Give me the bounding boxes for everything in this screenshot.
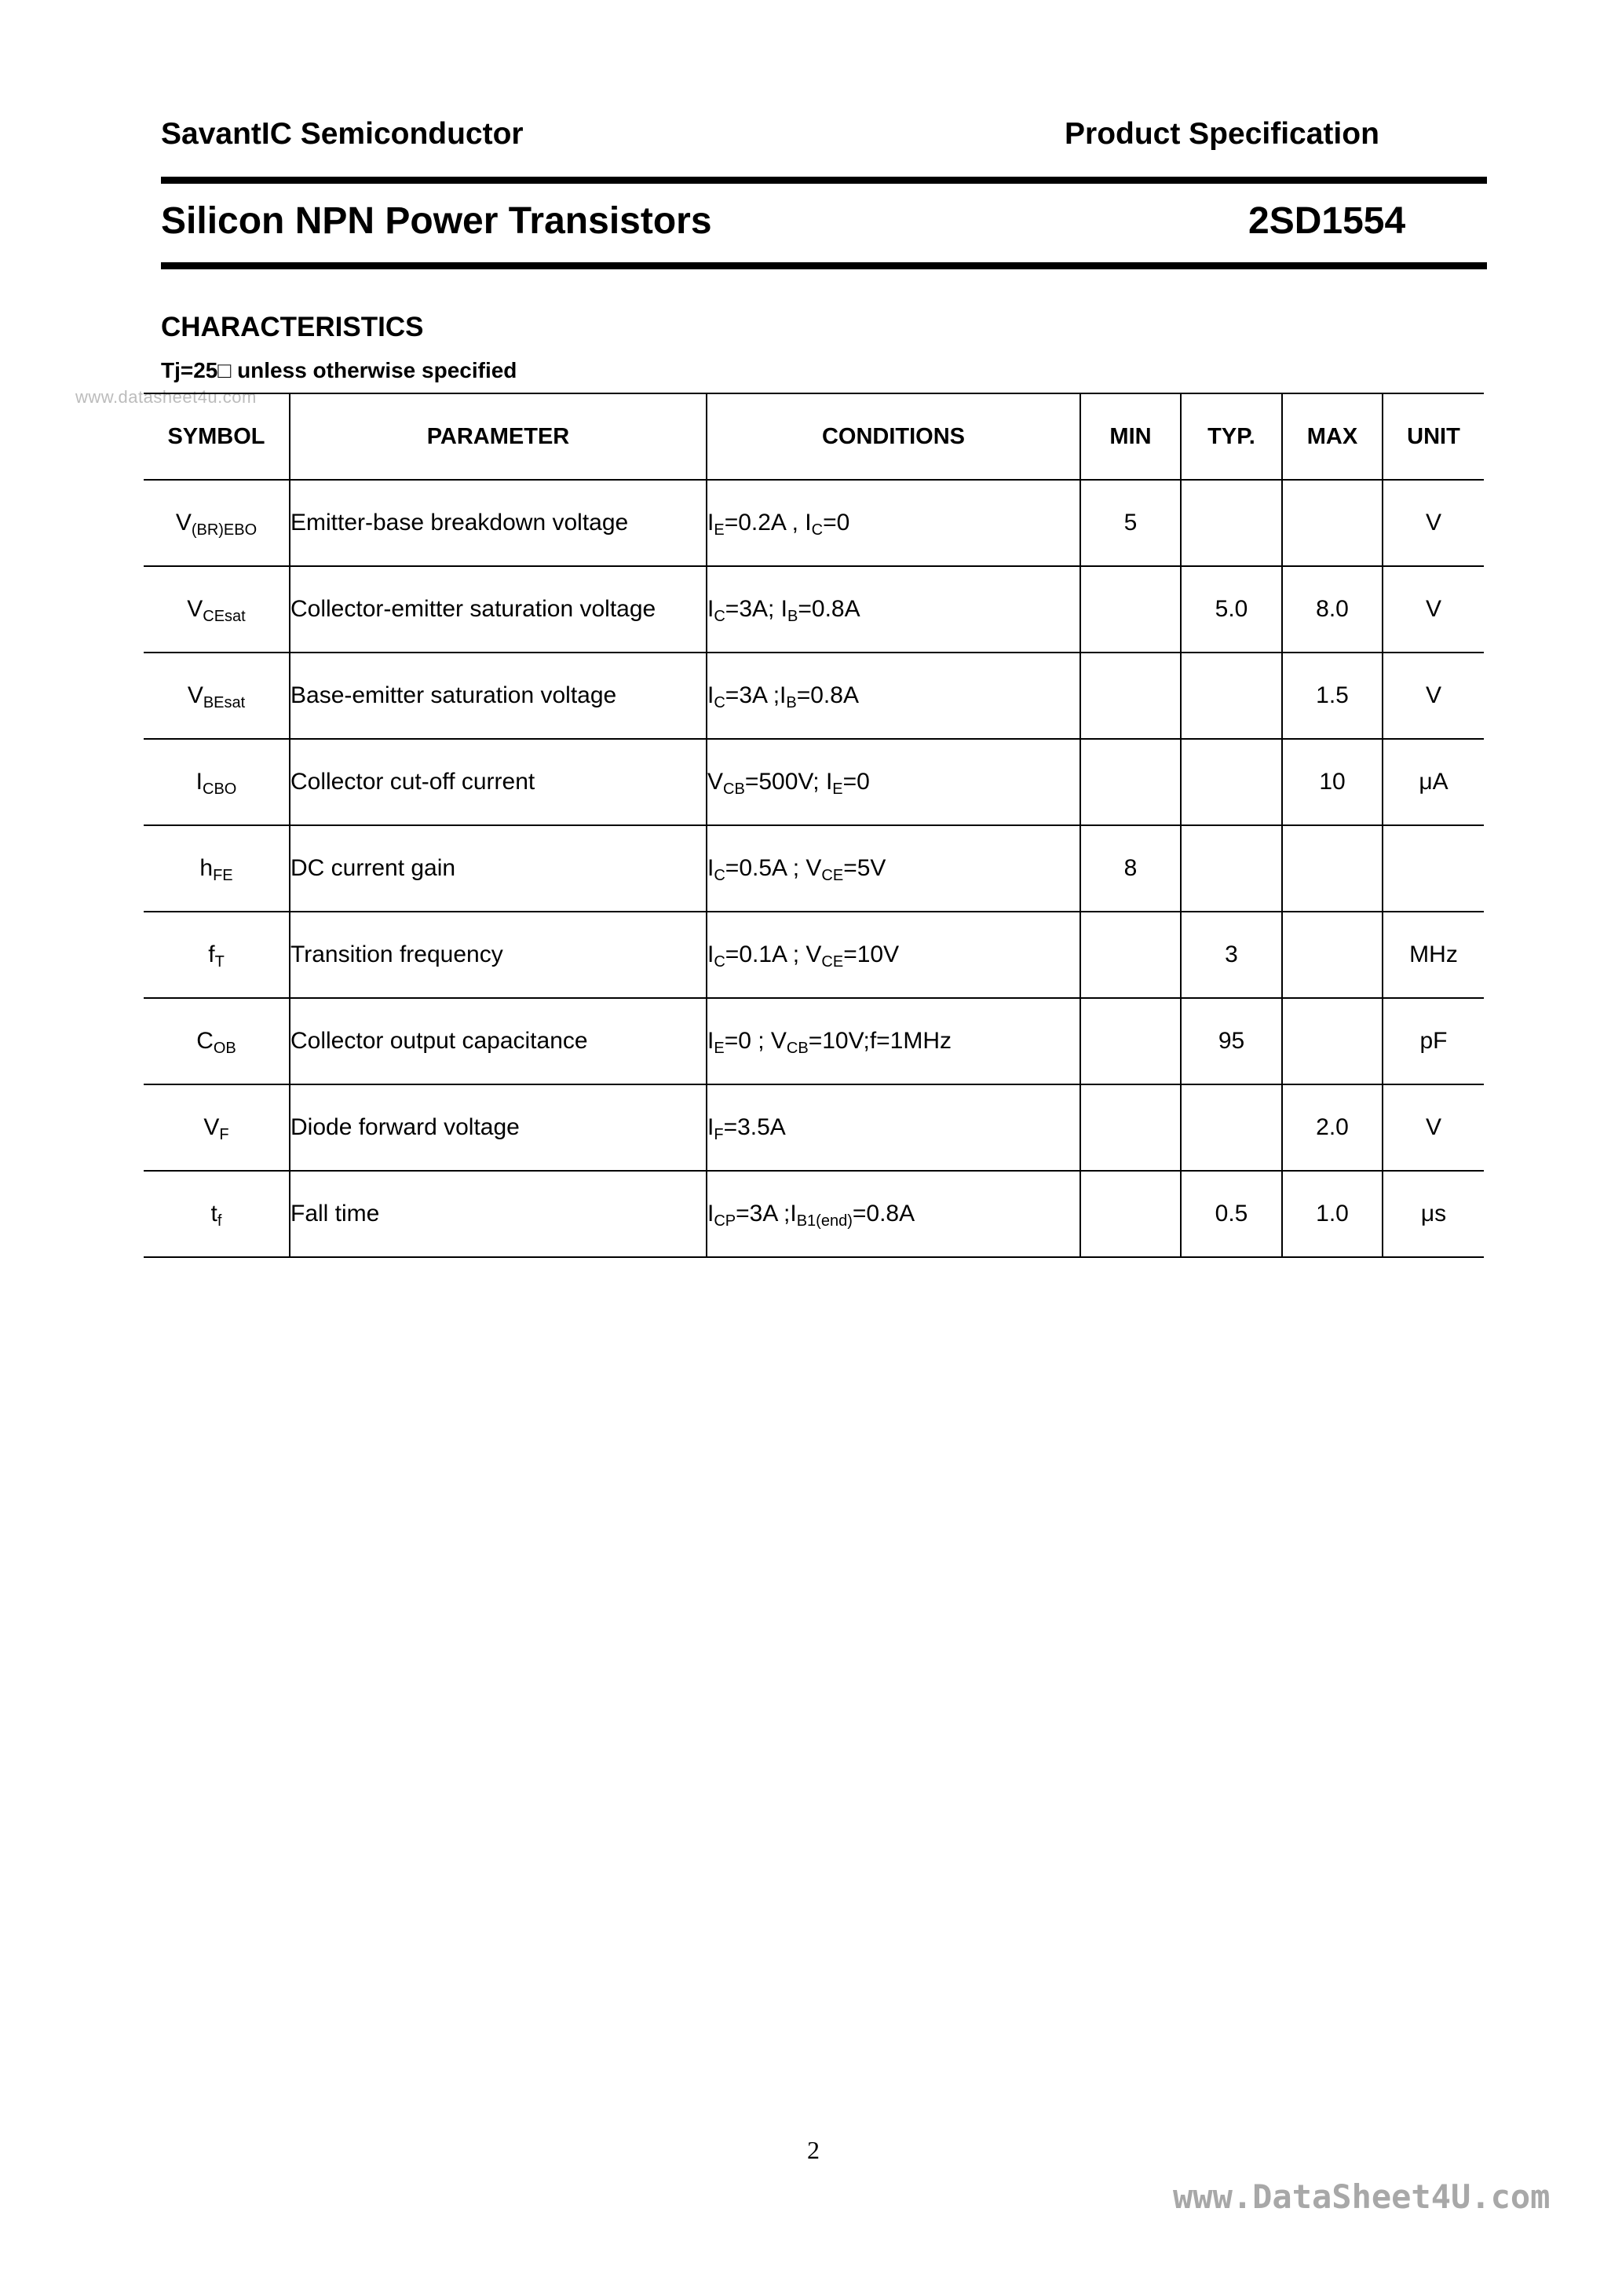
product-line-title: Silicon NPN Power Transistors [161, 200, 712, 242]
condition-subscript: E [832, 781, 843, 798]
parameter-text: Transition frequency [290, 941, 503, 967]
condition-subscript: B [786, 694, 797, 711]
symbol-letter: V [203, 1114, 220, 1140]
condition-subscript: CP [714, 1212, 736, 1230]
condition-text: =0.5A ; V [725, 855, 822, 881]
parameter-text: Fall time [290, 1201, 380, 1227]
header-typ: TYP. [1181, 393, 1282, 480]
parameter-cell [290, 566, 707, 653]
symbol-cell [144, 825, 290, 912]
condition-text: =10V [843, 941, 900, 967]
table-row [144, 653, 1484, 739]
parameter-cell [290, 1084, 707, 1171]
condition-subscript: C [714, 608, 725, 625]
min-cell [1080, 1084, 1181, 1171]
min-cell [1080, 1171, 1181, 1257]
condition-subscript: F [714, 1126, 724, 1143]
condition-text: I [707, 1201, 714, 1227]
conditions-cell [707, 653, 1080, 739]
header-conditions: CONDITIONS [707, 393, 1080, 480]
symbol-letter: h [199, 855, 214, 881]
table-row [144, 1084, 1484, 1171]
parameter-cell [290, 998, 707, 1084]
header-symbol: SYMBOL [144, 393, 290, 480]
table-row [144, 825, 1484, 912]
symbol-subscript: CEsat [203, 608, 246, 625]
unit-cell: V [1383, 653, 1484, 739]
typ-cell [1181, 480, 1282, 566]
characteristics-table [144, 393, 1484, 1258]
condition-text: =5V [843, 855, 886, 881]
symbol-cell [144, 653, 290, 739]
watermark-large: www.DataSheet4U.com [1173, 2177, 1551, 2216]
parameter-cell [290, 912, 707, 998]
min-cell [1080, 912, 1181, 998]
condition-text: I [707, 1114, 714, 1140]
max-cell: 1.5 [1282, 653, 1383, 739]
typ-cell: 0.5 [1181, 1171, 1282, 1257]
max-cell: 10 [1282, 739, 1383, 825]
table-row [144, 480, 1484, 566]
symbol-cell [144, 912, 290, 998]
symbol-subscript: T [214, 953, 225, 971]
condition-text: =500V; I [744, 769, 833, 795]
parameter-text: Collector output capacitance [290, 1028, 588, 1054]
symbol-letter: V [175, 510, 192, 536]
min-cell [1080, 739, 1181, 825]
symbol-letter: C [196, 1028, 214, 1054]
min-cell: 5 [1080, 480, 1181, 566]
header-rule-top [161, 177, 1487, 184]
symbol-subscript: FE [213, 867, 233, 884]
condition-subscript: CB [723, 781, 745, 798]
unit-cell: MHz [1383, 912, 1484, 998]
parameter-text: Collector-emitter saturation voltage [290, 596, 656, 622]
table-row [144, 912, 1484, 998]
condition-text: =0.8A [852, 1201, 915, 1227]
typ-cell: 95 [1181, 998, 1282, 1084]
condition-text: =3A; I [725, 596, 788, 622]
conditions-cell [707, 998, 1080, 1084]
min-cell [1080, 998, 1181, 1084]
condition-subscript: C [811, 521, 824, 539]
header-max: MAX [1282, 393, 1383, 480]
typ-cell [1181, 825, 1282, 912]
symbol-letter: V [187, 682, 203, 708]
test-condition-note: Tj=25□ unless otherwise specified [161, 358, 517, 382]
condition-text: I [707, 855, 714, 881]
symbol-cell [144, 1084, 290, 1171]
watermark-small: www.datasheet4u.com [75, 387, 257, 407]
symbol-subscript: OB [213, 1040, 236, 1057]
condition-text: I [707, 510, 714, 536]
parameter-text: Emitter-base breakdown voltage [290, 510, 629, 536]
condition-subscript: B1(end) [796, 1212, 853, 1230]
table-row [144, 998, 1484, 1084]
unit-cell [1383, 825, 1484, 912]
max-cell [1282, 912, 1383, 998]
header-rule-bottom [161, 262, 1487, 269]
symbol-cell [144, 998, 290, 1084]
symbol-cell [144, 566, 290, 653]
condition-subscript: CE [821, 953, 844, 971]
condition-subscript: C [714, 953, 725, 971]
min-cell: 8 [1080, 825, 1181, 912]
symbol-subscript: (BR)EBO [191, 521, 258, 539]
min-cell [1080, 653, 1181, 739]
company-name: SavantIC Semiconductor [161, 117, 524, 151]
typ-cell [1181, 653, 1282, 739]
unit-cell: V [1383, 480, 1484, 566]
condition-text: =3.5A [723, 1114, 786, 1140]
page-number: 2 [807, 2136, 820, 2164]
conditions-cell [707, 1084, 1080, 1171]
symbol-letter: I [195, 769, 203, 795]
table-header-row [144, 393, 1484, 480]
parameter-cell [290, 825, 707, 912]
symbol-subscript: F [219, 1126, 229, 1143]
typ-cell [1181, 739, 1282, 825]
condition-subscript: C [714, 867, 725, 884]
max-cell [1282, 998, 1383, 1084]
min-cell [1080, 566, 1181, 653]
condition-text: =0.2A , I [724, 510, 812, 536]
condition-text: =0 [842, 769, 870, 795]
conditions-cell [707, 912, 1080, 998]
symbol-letter: f [208, 941, 215, 967]
header-min: MIN [1080, 393, 1181, 480]
typ-cell: 3 [1181, 912, 1282, 998]
symbol-subscript: CBO [203, 781, 237, 798]
max-cell [1282, 480, 1383, 566]
unit-cell: pF [1383, 998, 1484, 1084]
unit-cell: V [1383, 566, 1484, 653]
max-cell: 1.0 [1282, 1171, 1383, 1257]
condition-text: =0.8A [798, 596, 860, 622]
conditions-cell [707, 1171, 1080, 1257]
max-cell: 2.0 [1282, 1084, 1383, 1171]
symbol-cell [144, 480, 290, 566]
condition-subscript: CE [821, 867, 844, 884]
condition-subscript: C [714, 694, 725, 711]
condition-subscript: E [714, 521, 725, 539]
part-number: 2SD1554 [1248, 200, 1406, 242]
condition-subscript: E [714, 1040, 725, 1057]
condition-text: I [707, 1028, 714, 1054]
condition-text: V [707, 769, 724, 795]
header-unit: UNIT [1383, 393, 1484, 480]
condition-subscript: B [787, 608, 798, 625]
table-row [144, 1171, 1484, 1257]
parameter-text: Collector cut-off current [290, 769, 535, 795]
condition-text: =0 ; V [724, 1028, 787, 1054]
document-type: Product Specification [1065, 117, 1379, 151]
condition-text: I [707, 682, 714, 708]
header-parameter: PARAMETER [290, 393, 707, 480]
condition-subscript: CB [786, 1040, 809, 1057]
parameter-text: Base-emitter saturation voltage [290, 682, 617, 708]
max-cell: 8.0 [1282, 566, 1383, 653]
condition-text: =3A ;I [736, 1201, 797, 1227]
parameter-cell [290, 653, 707, 739]
symbol-letter: t [210, 1201, 217, 1227]
parameter-text: Diode forward voltage [290, 1114, 520, 1140]
section-title: CHARACTERISTICS [161, 312, 424, 342]
symbol-cell [144, 1171, 290, 1257]
typ-cell: 5.0 [1181, 566, 1282, 653]
conditions-cell [707, 739, 1080, 825]
table-row [144, 566, 1484, 653]
symbol-subscript: f [217, 1212, 222, 1230]
symbol-subscript: BEsat [203, 694, 246, 711]
parameter-cell [290, 480, 707, 566]
condition-text: I [707, 596, 714, 622]
symbol-letter: V [187, 596, 203, 622]
parameter-cell [290, 1171, 707, 1257]
max-cell [1282, 825, 1383, 912]
unit-cell: μs [1383, 1171, 1484, 1257]
parameter-cell [290, 739, 707, 825]
conditions-cell [707, 480, 1080, 566]
condition-text: =0 [823, 510, 850, 536]
condition-text: =0.1A ; V [725, 941, 822, 967]
condition-text: =3A ;I [725, 682, 787, 708]
typ-cell [1181, 1084, 1282, 1171]
conditions-cell [707, 566, 1080, 653]
table-row [144, 739, 1484, 825]
condition-text: I [707, 941, 714, 967]
unit-cell: μA [1383, 739, 1484, 825]
unit-cell: V [1383, 1084, 1484, 1171]
condition-text: =10V;f=1MHz [808, 1028, 952, 1054]
parameter-text: DC current gain [290, 855, 456, 881]
conditions-cell [707, 825, 1080, 912]
symbol-cell [144, 739, 290, 825]
condition-text: =0.8A [796, 682, 859, 708]
